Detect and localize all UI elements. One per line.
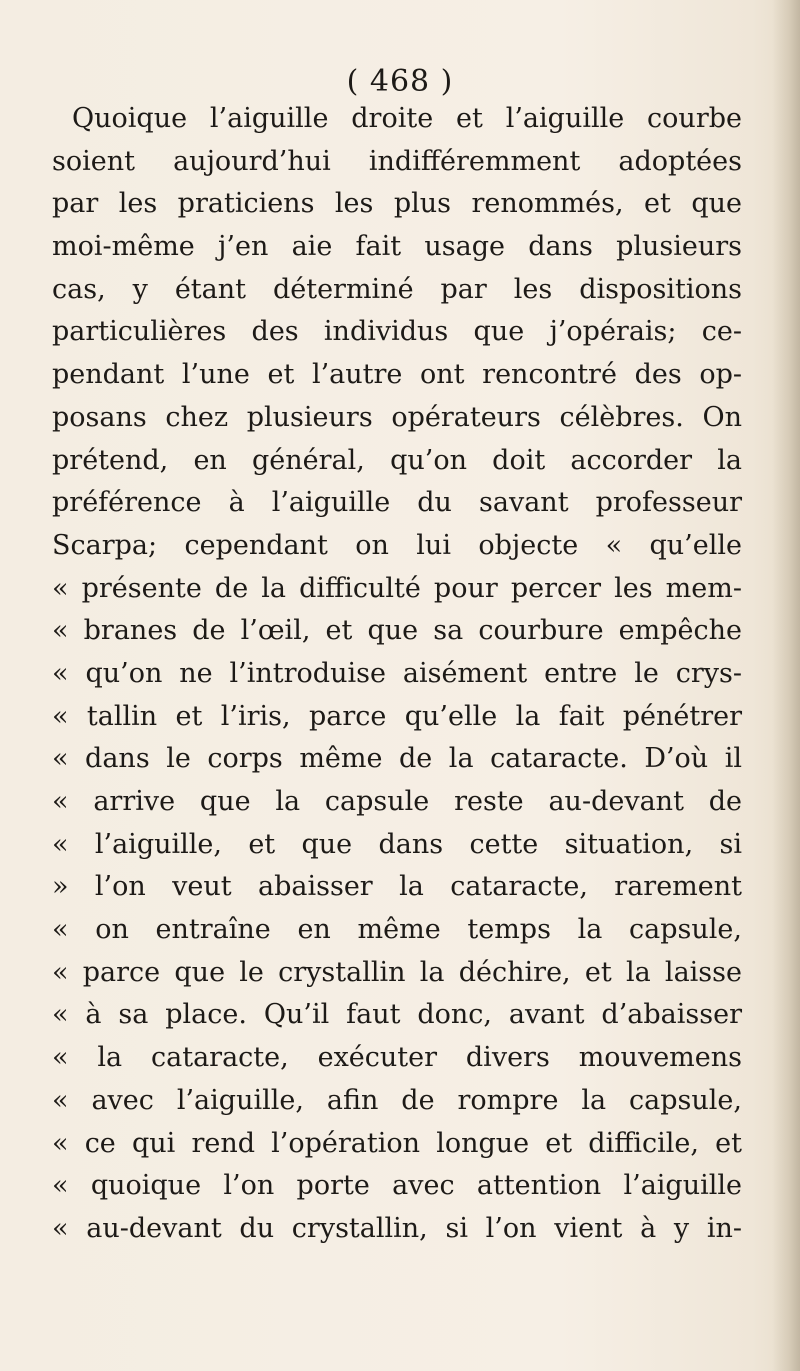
- quoted-line: « branes de l’œil, et que sa courbure empêche: [52, 615, 742, 647]
- quoted-line: « arrive que la capsule reste au-devant de: [52, 786, 742, 817]
- text-line: pendant l’une et l’autre ont rencontré des op-: [52, 359, 742, 391]
- body-text: [52, 98, 742, 1251]
- quoted-line: « avec l’aiguille, afin de rompre la capsule,: [52, 1084, 742, 1116]
- quoted-line: » l’on veut abaisser la cataracte, rarement: [52, 871, 742, 903]
- quoted-line: « ce qui rend l’opération longue et difficile, et: [52, 1127, 742, 1159]
- text-line: Scarpa; cependant on lui objecte « qu’elle: [52, 529, 742, 561]
- text-line: soient aujourd’hui indifféremment adoptées: [52, 145, 742, 177]
- text-line: prétend, en général, qu’on doit accorder la: [52, 444, 742, 476]
- quoted-line: « quoique l’on porte avec attention l’aiguille: [52, 1170, 742, 1202]
- page-edge-shadow: [772, 0, 800, 1371]
- text-line: posans chez plusieurs opérateurs célèbres. On: [52, 401, 742, 433]
- quoted-line: « au-devant du crystallin, si l’on vient à y in-: [52, 1212, 742, 1244]
- quoted-line: « à sa place. Qu’il faut donc, avant d’abaisser: [52, 999, 742, 1031]
- quoted-line: « l’aiguille, et que dans cette situation, si: [52, 828, 742, 860]
- text-line: Quoique l’aiguille droite et l’aiguille courbe: [72, 103, 742, 134]
- quoted-line: « qu’on ne l’introduise aisément entre le crys-: [52, 657, 742, 689]
- quoted-line: « tallin et l’iris, parce qu’elle la fait pénétrer: [52, 700, 742, 732]
- text-line: par les praticiens les plus renommés, et que: [52, 188, 742, 220]
- quoted-line: « la cataracte, exécuter divers mouvemens: [52, 1042, 742, 1074]
- page-number: ( 468 ): [346, 64, 454, 99]
- text-line: particulières des individus que j’opérais; ce-: [52, 316, 742, 348]
- text-line: préférence à l’aiguille du savant professeur: [52, 487, 742, 519]
- text-line: cas, y étant déterminé par les dispositions: [52, 273, 742, 305]
- quoted-line: « dans le corps même de la cataracte. D’où il: [52, 743, 742, 775]
- quoted-line: « on entraîne en même temps la capsule,: [52, 914, 742, 946]
- text-line: moi-même j’en aie fait usage dans plusieurs: [52, 231, 742, 263]
- quoted-line: « présente de la difficulté pour percer les mem-: [52, 572, 742, 604]
- quoted-line: « parce que le crystallin la déchire, et la laisse: [52, 956, 742, 988]
